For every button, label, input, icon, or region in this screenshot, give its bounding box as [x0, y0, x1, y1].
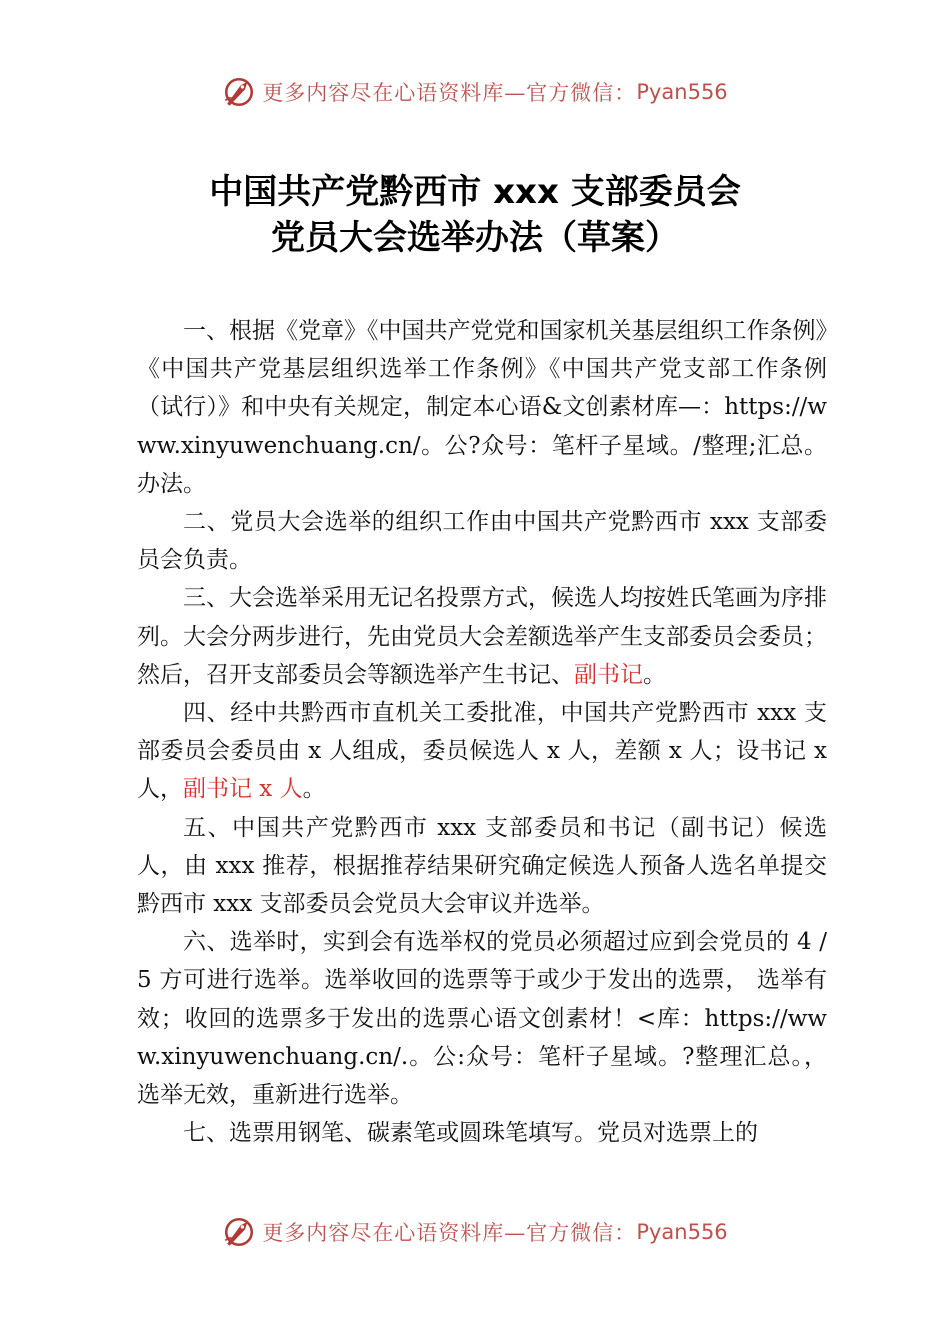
- article-4: [137, 694, 827, 809]
- footer-banner: [0, 1212, 950, 1252]
- article-3-highlight: 副书记: [574, 661, 643, 688]
- article-2: 二、党员大会选举的组织工作由中国共产党黔西市 xxx 支部委员会负责。: [137, 509, 827, 574]
- article-4-end: 。: [302, 776, 326, 803]
- article-3-text: 三、大会选举采用无记名投票方式，候选人均按姓氏笔画为序排列。大会分两步进行，先由党员大会差额选举产生支部委员会委员；然后，召开支部委员会等额选举产生书记、: [137, 585, 827, 688]
- document-body: [137, 312, 827, 1152]
- pen-nib-logo-icon: [222, 1215, 256, 1249]
- article-4-highlight: 副书记 x 人: [183, 776, 303, 803]
- article-1: 一、根据《党章》《中国共产党党和国家机关基层组织工作条例》《中国共产党基层组织选举工作条例》《中国共产党支部工作条例（试行）》和中央有关规定，制定本心语&文创素材库—：https://www.xinyuwenchuang.cn/。公?众号：笔杆子星域。/整理;汇总。办法。: [137, 318, 827, 497]
- document-title-line-1: 中国共产党黔西市 xxx 支部委员会: [209, 172, 741, 212]
- header-banner: [0, 72, 950, 112]
- article-3-end: 。: [643, 661, 666, 688]
- article-6: 六、选举时，实到会有选举权的党员必须超过应到会党员的 4 / 5 方可进行选举。选举收回的选票等于或少于发出的选票， 选举有效；收回的选票多于发出的选票心语文创素材！<库：https://www.xinyuwenchuang.cn/.。公:众号：笔杆子星域。?整理汇总。，选举无效，重新进行选举。: [137, 929, 827, 1109]
- article-3: [137, 579, 827, 694]
- article-7: 七、选票用钢笔、碳素笔或圆珠笔填写。党员对选票上的: [183, 1120, 758, 1147]
- banner-wechat-id: Pyan556: [636, 80, 728, 104]
- banner-text: 更多内容尽在心语资料库—官方微信：: [262, 81, 637, 105]
- footer-banner-wechat-id: Pyan556: [636, 1220, 728, 1244]
- footer-banner-text: 更多内容尽在心语资料库—官方微信：: [262, 1221, 637, 1245]
- pen-nib-logo-icon: [222, 75, 256, 109]
- article-5: 五、中国共产党黔西市 xxx 支部委员和书记（副书记）候选人，由 xxx 推荐，根据推荐结果研究确定候选人预备人选名单提交黔西市 xxx 支部委员会党员大会审议并选举。: [137, 814, 827, 918]
- article-4-text: 四、经中共黔西市直机关工委批准，中国共产党黔西市 xxx 支部委员会委员由 x 人组成，委员候选人 x 人，差额 x 人；设书记 x 人，: [137, 700, 827, 803]
- document-title-line-2: 党员大会选举办法（草案）: [271, 218, 679, 258]
